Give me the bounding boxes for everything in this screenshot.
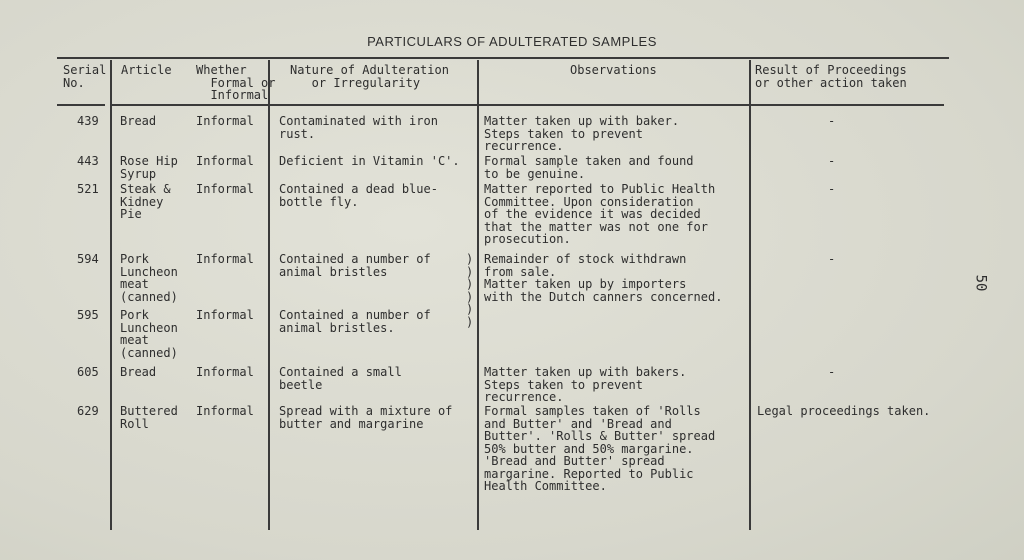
table-row-nature: Contained a dead blue- bottle fly. (279, 182, 438, 209)
table-row-formal: Informal (196, 182, 254, 196)
table-row-formal: Informal (196, 114, 254, 128)
table-row-formal: Informal (196, 308, 254, 322)
table-row-nature: Contained a number of animal bristles. (279, 308, 431, 335)
table-row-result: - (828, 154, 836, 168)
header-article: Article (121, 63, 172, 77)
table-row-observations: Remainder of stock withdrawn from sale. Matter taken up by importers with the Dutch canners concerned. (484, 252, 723, 304)
table-row-article: Pork Luncheon meat (canned) (120, 308, 178, 360)
table-row-article: Steak & Kidney Pie (120, 182, 171, 221)
table-row-article: Pork Luncheon meat (canned) (120, 252, 178, 304)
header-rule-serial (57, 104, 105, 106)
table-row-result: - (828, 252, 836, 266)
header-nature: Nature of Adulteration or Irregularity (290, 63, 449, 90)
table-row-nature: Deficient in Vitamin 'C'. (279, 154, 460, 168)
header-formal: Whether Formal or Informal (196, 63, 276, 102)
col-divider-4 (749, 60, 751, 530)
table-row-nature: Contained a number of animal bristles (279, 252, 431, 279)
table-row-serial: 439 (77, 114, 99, 128)
table-row-result: - (828, 114, 836, 128)
table-row-article: Bread (120, 365, 157, 379)
page-title: PARTICULARS OF ADULTERATED SAMPLES (367, 34, 657, 49)
col-divider-3 (477, 60, 479, 530)
table-row-serial: 605 (77, 365, 99, 379)
table-row-observations: Matter taken up with baker. Steps taken to prevent recurrence. (484, 114, 680, 153)
brace-mark: ) ) ) ) ) ) (466, 252, 474, 329)
table-row-serial: 629 (77, 404, 99, 418)
header-result: Result of Proceedings or other action taken (755, 63, 907, 90)
table-row-formal: Informal (196, 252, 254, 266)
table-row-serial: 594 (77, 252, 99, 266)
header-serial: Serial No. (63, 63, 107, 90)
table-row-result: Legal proceedings taken. (757, 404, 931, 418)
table-row-formal: Informal (196, 365, 254, 379)
table-row-serial: 521 (77, 182, 99, 196)
col-divider-1 (110, 60, 112, 530)
header-rule (110, 104, 944, 106)
col-divider-2 (268, 60, 270, 530)
table-row-nature: Contained a small beetle (279, 365, 402, 392)
table-row-article: Bread (120, 114, 157, 128)
table-row-result: - (828, 365, 836, 379)
table-row-result: - (828, 182, 836, 196)
table-row-serial: 595 (77, 308, 99, 322)
table-row-observations: Matter taken up with bakers. Steps taken to prevent recurrence. (484, 365, 687, 404)
table-row-nature: Spread with a mixture of butter and margarine (279, 404, 453, 431)
table-row-observations: Formal samples taken of 'Rolls and Butter' and 'Bread and Butter'. 'Rolls & Butter' spread 50% butter and 50% margarine. 'Bread and Butter' spread margarine. Reported to Public Health Committee. (484, 404, 716, 493)
table-row-formal: Informal (196, 154, 254, 168)
page-number: 50 (972, 274, 989, 292)
table-row-observations: Formal sample taken and found to be genuine. (484, 154, 694, 181)
table-row-nature: Contaminated with iron rust. (279, 114, 438, 141)
table-row-serial: 443 (77, 154, 99, 168)
table-row-article: Buttered Roll (120, 404, 178, 431)
table-row-observations: Matter reported to Public Health Committee. Upon consideration of the evidence it was decided that the matter was not one for prosecution. (484, 182, 716, 246)
header-observations: Observations (570, 63, 657, 77)
table-row-formal: Informal (196, 404, 254, 418)
top-rule (57, 57, 949, 59)
table-row-article: Rose Hip Syrup (120, 154, 178, 181)
